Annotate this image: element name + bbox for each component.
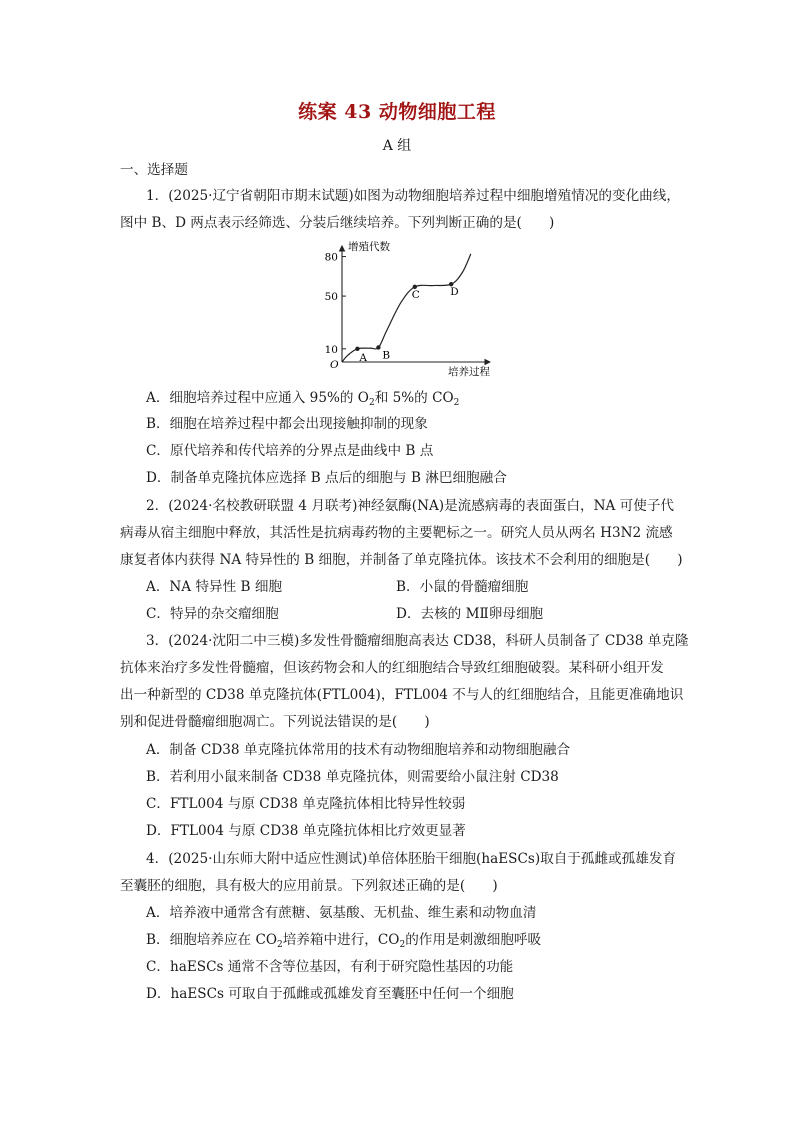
q2-stem-line3: 康复者体内获得 NA 特异性的 B 细胞，并制备了单克隆抗体。该技术不会利用的细胞是( ) <box>120 552 683 568</box>
q1-option-a: A．细胞培养过程中应通入 95%的 $O_2$和 5%的 $CO_2$ <box>146 390 460 408</box>
q2-option-c: C．特异的杂交瘤细胞 <box>146 606 279 622</box>
q1-stem-line2: 图中 B、D 两点表示经筛选、分装后继续培养。下列判断正确的是( ) <box>120 215 555 231</box>
q4-option-a: A．培养液中通常含有蔗糖、氨基酸、无机盐、维生素和动物血清 <box>146 905 537 921</box>
y-tick-label: 50 <box>324 291 338 304</box>
q1-option-d: D．制备单克隆抗体应选择 B 点后的细胞与 B 淋巴细胞融合 <box>146 470 507 486</box>
q2-option-b: B．小鼠的骨髓瘤细胞 <box>396 579 529 595</box>
section-heading: 一、选择题 <box>120 162 188 178</box>
curve-point-a <box>355 347 359 351</box>
point-label-d: D <box>450 286 459 299</box>
point-label-c: C <box>411 288 420 301</box>
y-tick-label: 10 <box>324 343 338 356</box>
q1-stem-line1: 1．(2025·辽宁省朝阳市期末试题)如图为动物细胞培养过程中细胞增殖情况的变化曲线， <box>146 188 680 204</box>
q4-option-b: B．细胞培养应在 $CO_2$培养箱中进行，$CO_2$的作用是刺激细胞呼吸 <box>146 932 542 950</box>
point-label-b: B <box>382 349 391 362</box>
q3-stem-line4: 别和促进骨髓瘤细胞凋亡。下列说法错误的是( ) <box>120 714 430 730</box>
q2-stem-line2: 病毒从宿主细胞中释放，其活性是抗病毒药物的主要靶标之一。研究人员从两名 H3N2 流感 <box>120 525 673 541</box>
q4-option-c: C．haESCs 通常不含等位基因，有利于研究隐性基因的功能 <box>146 959 514 975</box>
chart-svg <box>318 238 498 380</box>
q3-option-b: B．若利用小鼠来制备 CD38 单克隆抗体，则需要给小鼠注射 CD38 <box>146 769 559 785</box>
curve-point-b <box>376 345 380 349</box>
origin-label: O <box>330 359 339 371</box>
q2-stem-line1: 2．(2024·名校教研联盟 4 月联考)神经氨酶(NA)是流感病毒的表面蛋白，NA 可使子代 <box>146 498 675 514</box>
q2-option-a: A．NA 特异性 B 细胞 <box>146 579 283 595</box>
q4-stem-line1: 4．(2025·山东师大附中适应性测试)单倍体胚胎干细胞(haESCs)取自于孤雌或孤雄发育 <box>146 851 677 867</box>
proliferation-chart <box>318 238 498 380</box>
y-ticks <box>325 252 346 356</box>
q3-stem-line1: 3．(2024·沈阳二中三模)多发性骨髓瘤细胞高表达 CD38，科研人员制备了 CD38 单克隆 <box>146 633 689 649</box>
q3-option-a: A．制备 CD38 单克隆抗体常用的技术有动物细胞培养和动物细胞融合 <box>146 742 571 758</box>
x-axis-label: 培养过程 <box>448 366 490 378</box>
q4-option-d: D．haESCs 可取自于孤雌或孤雄发育至囊胚中任何一个细胞 <box>146 986 514 1002</box>
q3-option-d: D．FTL004 与原 CD38 单克隆抗体相比疗效更显著 <box>146 823 466 839</box>
q3-stem-line3: 出一种新型的 CD38 单克隆抗体(FTL004)，FTL004 不与人的红细胞结合，且能更准确地识 <box>120 687 684 703</box>
q1-option-c: C．原代培养和传代培养的分界点是曲线中 B 点 <box>146 443 434 459</box>
y-tick-label: 80 <box>324 251 338 264</box>
point-label-a: A <box>359 351 367 364</box>
q4-stem-line2: 至囊胚的细胞，具有极大的应用前景。下列叙述正确的是( ) <box>120 878 498 894</box>
y-axis-label: 增殖代数 <box>348 241 390 253</box>
group-label: A 组 <box>382 138 412 154</box>
page-title: 练案 43 动物细胞工程 <box>298 101 496 123</box>
q2-option-d: D．去核的 MⅡ卵母细胞 <box>396 606 544 622</box>
growth-curve <box>342 254 471 362</box>
q1-option-b: B．细胞在培养过程中都会出现接触抑制的现象 <box>146 416 428 432</box>
q3-option-c: C．FTL004 与原 CD38 单克隆抗体相比特异性较弱 <box>146 796 466 812</box>
q3-stem-line2: 抗体来治疗多发性骨髓瘤，但该药物会和人的红细胞结合导致红细胞破裂。某科研小组开发 <box>120 660 664 676</box>
